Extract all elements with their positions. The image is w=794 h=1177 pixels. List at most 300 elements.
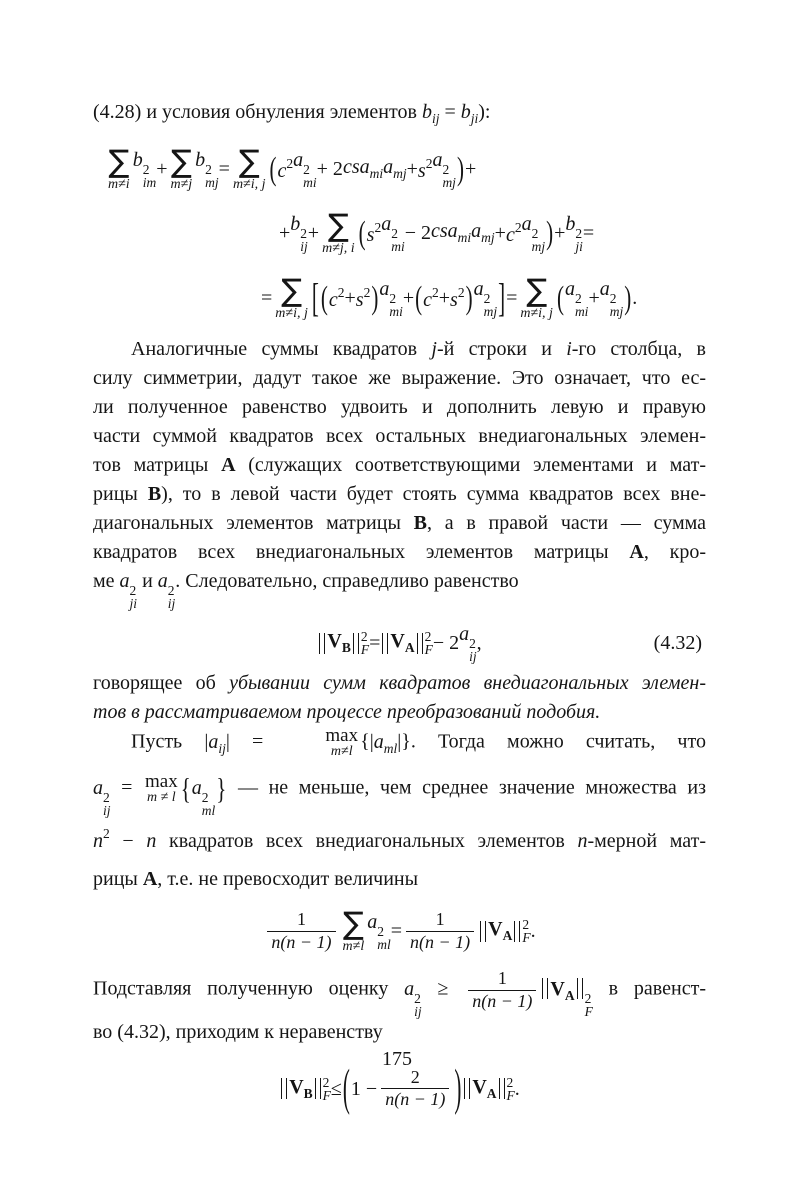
superscript: 2 (424, 629, 432, 644)
math-var (432, 150, 456, 189)
para3-line4 (93, 865, 706, 894)
bracket: ( (415, 278, 423, 316)
norm-bars (514, 921, 520, 942)
math-var (600, 279, 624, 318)
bracket: ) (546, 213, 554, 251)
text-run: . (514, 1077, 520, 1100)
math-var (487, 991, 496, 1011)
numerator (293, 909, 310, 931)
superscript: 2 (584, 990, 592, 1006)
superscript: 2 (514, 220, 522, 235)
text-run: — не меньше, чем среднее значение множества из (227, 776, 706, 799)
math-var (488, 919, 512, 943)
sup-sub-stack (585, 992, 593, 1018)
subscript: mi (369, 166, 384, 182)
para2-line1 (93, 669, 706, 698)
superscript: 2 (142, 161, 150, 177)
bracket: ( (342, 1058, 350, 1117)
numerator (432, 909, 449, 931)
text-run: Аналогичные суммы квадратов (131, 338, 432, 360)
math-var (343, 157, 383, 181)
math-var (404, 977, 422, 1019)
text-run: 1 − (350, 1077, 378, 1100)
var-base: a (383, 156, 394, 179)
math-var (289, 1077, 312, 1101)
math-var (119, 570, 138, 611)
text-run: B (413, 512, 427, 534)
denominator (406, 931, 474, 954)
math-var (146, 830, 156, 852)
sum-limit: m≠j, i (322, 240, 355, 256)
var-base: csa (430, 220, 458, 243)
text-run: в равенст- (592, 977, 706, 1000)
subscript: A (404, 640, 415, 656)
math-var (565, 214, 583, 253)
var-base: a (459, 622, 470, 645)
math-var (191, 776, 216, 818)
sum-limit: m≠i (108, 176, 130, 192)
math-var (450, 286, 465, 310)
subscript: mj (442, 174, 456, 190)
subscript: A (502, 928, 513, 944)
subscript: ji (470, 111, 479, 126)
subscript: im (142, 174, 157, 190)
text-run: рицы (93, 483, 148, 505)
text-run: . (632, 287, 638, 309)
sup-sub-stack (442, 163, 456, 189)
text-run: ≥ (421, 977, 465, 1000)
text-run: во (4.32), приходим к неравенству (93, 1020, 383, 1043)
bracket: { (180, 771, 191, 806)
text-run: A (142, 868, 158, 890)
var-base: n (400, 1089, 410, 1110)
superscript: 2 (103, 826, 110, 841)
text-run: ли полученное равенство удвоить и дополнить левую и правую (93, 396, 706, 418)
math-var (290, 214, 308, 253)
var-base: c (328, 289, 338, 311)
para3-line2 (93, 773, 706, 819)
text-run: = (582, 222, 595, 244)
sigma-glyph: ∑ (327, 207, 349, 244)
text-run: + (156, 158, 168, 180)
text-run: , (476, 632, 482, 654)
numerator (494, 968, 511, 990)
text-run: 2 (410, 1066, 420, 1087)
math-var (425, 932, 434, 952)
math-var (577, 830, 587, 852)
subscript: mi (391, 238, 405, 254)
subscript: mj (531, 238, 546, 254)
eq-mean (93, 902, 706, 960)
norm-bars (417, 633, 423, 654)
subscript: ji (575, 238, 583, 254)
text-run: -го столбца, в (571, 338, 706, 360)
bracket: [ (311, 274, 319, 320)
var-base: b (290, 212, 301, 235)
math-var (383, 157, 407, 181)
para1-line7 (93, 509, 706, 538)
bracket: ( (269, 149, 277, 187)
math-var (195, 150, 219, 189)
bracket: ) (465, 278, 473, 316)
text-run: . Следовательно, справедливо равенство (175, 570, 519, 592)
math-var (381, 214, 405, 253)
math-var (506, 221, 522, 245)
text-run: − (109, 830, 147, 852)
text-run: + (438, 287, 451, 309)
bracket: ( (320, 278, 328, 316)
text-run: + 2 (316, 158, 343, 180)
max-limit: m ≠ l (147, 790, 176, 805)
text-run: − 2 (404, 222, 431, 244)
text-run: Подставляя полученную оценку (93, 977, 405, 1000)
fraction (267, 909, 335, 953)
text-run: , т.е. не превосходит величины (157, 868, 419, 890)
eq-428-line3 (93, 268, 706, 328)
text-run: части суммой квадратов всех остальных внедиагональных элемен- (93, 425, 706, 447)
math-var (400, 1089, 409, 1109)
math-var (293, 150, 317, 189)
math-var (472, 1077, 496, 1101)
sum-limit: m≠j (170, 176, 193, 192)
math-var (423, 286, 439, 310)
text-run: + (402, 287, 415, 309)
superscript: 2 (425, 156, 433, 171)
sigma-glyph: ∑ (170, 143, 192, 180)
var-base: c (505, 224, 515, 246)
math-var (208, 730, 226, 756)
superscript: 2 (337, 285, 345, 300)
math-var (278, 157, 294, 181)
text-run: ( (419, 931, 425, 952)
denominator (267, 931, 335, 954)
denominator (468, 990, 536, 1013)
var-base: a (564, 277, 575, 300)
var-base: a (191, 776, 202, 799)
sup-sub-stack (130, 584, 138, 610)
text-run: 1 (296, 908, 306, 929)
text-run: (служащих соответствующими элементами и мат- (235, 454, 706, 476)
superscript: 2 (609, 290, 617, 306)
text-run: -й строки и (436, 338, 567, 360)
math-var (565, 279, 589, 318)
norm-bars (480, 921, 486, 942)
para1-line3 (93, 393, 706, 422)
text-run: квадратов всех внедиагональных элементов матрицы (93, 541, 630, 563)
subscript: mj (205, 174, 219, 190)
para2-line2 (93, 698, 706, 727)
superscript: 2 (377, 923, 384, 939)
var-base: b (195, 148, 206, 171)
sup-sub-stack (143, 163, 157, 189)
math-var (431, 221, 471, 245)
text-run: | (204, 730, 209, 753)
math-var (329, 286, 345, 310)
text-run: убывании сумм квадратов внедиагональных элемен- (229, 672, 706, 694)
subscript: A (486, 1085, 497, 1101)
text-run: . (530, 920, 536, 942)
text-run: A (629, 541, 644, 563)
sup-sub-stack (507, 1076, 515, 1102)
fraction (406, 909, 474, 953)
norm-bars (353, 633, 359, 654)
math-var (93, 826, 110, 852)
subscript: F (584, 1003, 593, 1019)
subscript: ml (383, 740, 398, 756)
bracket: ) (624, 278, 632, 316)
var-base: b (132, 148, 143, 171)
sum-limit: m≠i, j (275, 305, 308, 321)
text-run: = (506, 287, 518, 309)
text-run: − 1) (496, 990, 533, 1011)
var-base: V (550, 977, 565, 1000)
sup-sub-stack (575, 292, 589, 318)
text-run: 1 (497, 968, 507, 988)
sup-sub-stack (484, 292, 498, 318)
math-var (133, 150, 157, 189)
var-base: a (379, 277, 390, 300)
text-run: ): (478, 101, 491, 123)
math-var (390, 631, 414, 655)
text-run: + (279, 222, 291, 244)
superscript: 2 (129, 583, 137, 598)
text-run: − 1) (409, 1089, 446, 1110)
superscript: 2 (201, 789, 209, 805)
var-base: b (565, 212, 576, 235)
sup-sub-stack (391, 227, 405, 253)
text-run: ), то в левой части будет стоять сумма квадратов всех вне- (161, 483, 707, 505)
norm-bars (542, 978, 548, 999)
text-run: + (406, 158, 418, 180)
norm-bars (319, 633, 325, 654)
superscript: 2 (303, 161, 310, 177)
sup-sub-stack (425, 630, 433, 656)
sum-symbol (108, 143, 130, 192)
eq-428-line1 (93, 140, 706, 198)
para1-line9 (93, 567, 706, 613)
subscript: ji (129, 596, 138, 611)
math-var (327, 631, 350, 655)
math-var (459, 624, 477, 663)
subscript: ij (469, 648, 477, 664)
max-word: max (144, 771, 178, 792)
text-run: B (147, 483, 162, 505)
text-run: + (307, 222, 320, 244)
math-var (93, 776, 111, 818)
text-run: = (439, 101, 461, 123)
norm-bars (577, 978, 583, 999)
math-var (472, 991, 481, 1011)
sum-symbol (170, 143, 193, 192)
bracket: } (216, 771, 227, 806)
superscript: 2 (391, 225, 398, 241)
var-base: a (373, 730, 384, 753)
var-base: V (472, 1075, 487, 1098)
sup-sub-stack (377, 925, 391, 951)
superscript: 2 (374, 220, 382, 235)
superscript: 2 (205, 161, 212, 177)
var-base: a (367, 910, 378, 933)
sup-sub-stack (575, 227, 583, 253)
superscript: 2 (103, 789, 110, 805)
superscript: 2 (457, 285, 465, 300)
var-base: csa (342, 156, 370, 179)
text-run: тов в рассматриваемом процессе преобразований подобия. (93, 701, 601, 723)
superscript: 2 (286, 156, 294, 171)
var-base: c (423, 289, 432, 311)
var-base: V (327, 630, 342, 653)
para1-line6 (93, 480, 706, 509)
para3-line1 (93, 727, 706, 773)
math-var (471, 221, 495, 245)
var-base: n (487, 990, 497, 1011)
subscript: mi (389, 303, 403, 319)
text-run: {| (360, 730, 374, 753)
bracket: ( (358, 213, 366, 251)
text-run: 1 (435, 908, 445, 929)
var-base: a (432, 148, 443, 171)
var-base: a (293, 148, 304, 171)
superscript: 2 (167, 583, 175, 598)
var-base: a (93, 776, 103, 799)
math-var (418, 157, 433, 181)
bracket: ( (556, 278, 564, 316)
text-run: + (494, 222, 506, 244)
subscript: mj (393, 166, 407, 182)
text-run: |}. (397, 730, 438, 753)
subscript: ml (201, 802, 216, 818)
sigma-glyph: ∑ (238, 143, 260, 180)
sigma-glyph: ∑ (342, 905, 364, 942)
norm-bars (281, 1078, 287, 1099)
para1-line5 (93, 451, 706, 480)
var-base: a (404, 977, 415, 1000)
bracket: ) (371, 278, 379, 316)
var-base: b (421, 101, 432, 123)
math-var (356, 286, 371, 310)
subscript: ij (300, 238, 308, 254)
text-run: | = (225, 730, 286, 753)
sup-sub-stack (103, 791, 111, 817)
max-word: max (325, 725, 359, 746)
sum-symbol (232, 143, 266, 192)
math-var (379, 279, 403, 318)
var-base: b (460, 101, 471, 123)
text-run: , а в правой части — сумма (426, 512, 707, 534)
subscript: ml (377, 936, 391, 952)
var-base: s (417, 160, 426, 182)
subscript: mj (609, 303, 624, 319)
var-base: a (599, 277, 610, 300)
var-base: n (93, 830, 103, 852)
subscript: mi (457, 230, 472, 246)
var-base: a (521, 212, 532, 235)
sigma-glyph: ∑ (281, 272, 303, 309)
var-base: c (277, 160, 287, 182)
max-operator (287, 727, 358, 759)
bracket: ) (454, 1058, 462, 1117)
math-var (460, 101, 479, 126)
sup-sub-stack (300, 227, 308, 253)
var-base: a (208, 730, 219, 753)
fraction (468, 968, 536, 1012)
var-base: n (385, 1089, 395, 1110)
var-base: i (566, 338, 572, 360)
subscript: ij (218, 740, 226, 756)
sup-sub-stack (532, 227, 546, 253)
text-run: тов матрицы (93, 454, 222, 476)
text-run: = (261, 287, 273, 309)
equation-tag: (4.32) (653, 632, 702, 654)
sum-limit: m≠l (342, 938, 365, 954)
sum-symbol (342, 905, 365, 954)
sup-sub-stack (469, 637, 477, 663)
max-limit: m≠l (330, 744, 353, 759)
superscript: 2 (506, 1074, 514, 1090)
var-base: n (577, 830, 588, 852)
text-run: Пусть (131, 730, 205, 753)
subscript: F (360, 642, 370, 657)
math-var (367, 221, 382, 245)
superscript: 2 (469, 635, 476, 651)
text-run: диагональных элементов матрицы (93, 512, 414, 534)
subscript: F (522, 930, 531, 945)
subscript: ij (414, 1003, 422, 1019)
superscript: 2 (432, 285, 439, 300)
text-run: − 2 (432, 632, 460, 654)
sup-sub-stack (414, 992, 422, 1018)
var-base: a (471, 220, 482, 243)
sup-sub-stack (205, 163, 219, 189)
var-base: n (286, 931, 296, 952)
para1-line1 (93, 335, 706, 364)
math-var (421, 101, 440, 126)
text-run: = (110, 776, 143, 799)
sigma-glyph: ∑ (108, 143, 130, 180)
sum-limit: m≠i, j (232, 176, 266, 192)
text-run: = (369, 632, 381, 654)
var-base: a (473, 277, 484, 300)
eq-428-line2 (93, 205, 706, 261)
sum-symbol (322, 207, 355, 256)
text-run: (4.28) и условия обнуления элементов (93, 101, 422, 123)
text-run: + (554, 222, 566, 244)
subscript: mj (481, 230, 495, 246)
var-base: a (381, 212, 392, 235)
superscript: 2 (363, 285, 371, 300)
superscript: 2 (322, 1074, 330, 1090)
para1-line2 (93, 364, 706, 393)
subscript: mj (483, 303, 498, 319)
text-run: ме (93, 570, 120, 592)
text-run: + (344, 287, 356, 309)
text-run: = (218, 158, 230, 180)
denominator (381, 1088, 449, 1111)
sup-sub-stack (323, 1076, 331, 1102)
subscript: A (564, 987, 575, 1003)
max-operator (145, 773, 178, 805)
sup-sub-stack (522, 918, 530, 944)
page-content (93, 98, 706, 1125)
text-run: квадратов всех внедиагональных элементов (156, 830, 578, 852)
var-base: n (472, 990, 482, 1011)
para1-line4 (93, 422, 706, 451)
text-run: = (390, 920, 402, 942)
subscript: F (424, 642, 433, 657)
bracket: ] (498, 274, 506, 320)
var-base: n (410, 931, 419, 952)
subscript: ij (167, 596, 176, 611)
